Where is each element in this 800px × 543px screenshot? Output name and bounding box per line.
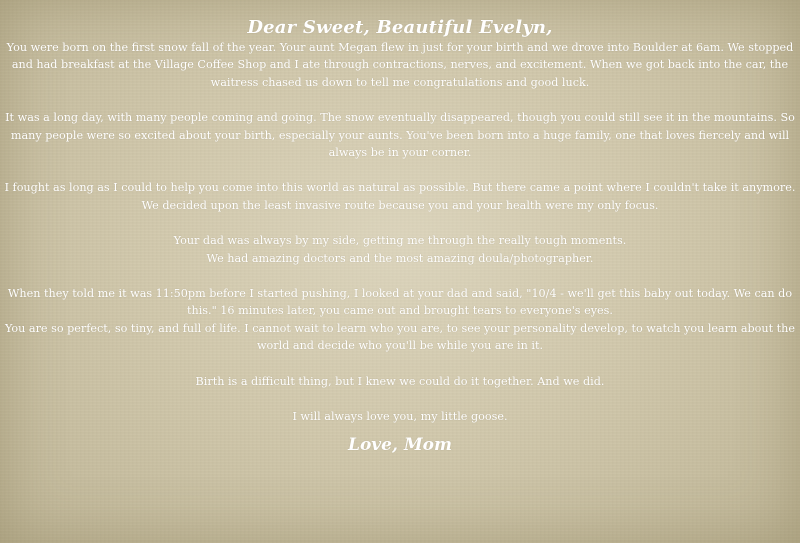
letter-paragraph-long-day: It was a long day, with many people coming and going. The snow eventually disappeared, though you could still see it in the mountains. So many people were so excited about your birth, especially your aunts. You've been born into a huge family, one that loves fiercely and will always be in your corner. <box>5 111 795 160</box>
letter-signoff: Love, Mom <box>348 434 452 455</box>
letter-paragraph-love: I will always love you, my little goose. <box>292 410 508 424</box>
letter-paragraph-birth-day: You were born on the first snow fall of the year. Your aunt Megan flew in just for your birth and we drove into Boulder at 6am. We stopped and had breakfast at the Village Coffee Shop and I ate through contractions, nerves, and excitement. When we got back into the car, the waitress chased us down to tell me congratulations and good luck. <box>6 41 794 89</box>
letter-paragraph-arrival: When they told me it was 11:50pm before I started pushing, I looked at your dad and said, "10/4 - we'll get this baby out today. We can do this." 16 minutes later, you came out and brought tears to everyone's eyes. You are so perfect, so tiny, and full of life. I cannot wait to learn who you are, to see your personality develop, to watch you learn about the world and decide who you'll be while you are in it. <box>5 287 795 353</box>
letter-greeting: Dear Sweet, Beautiful Evelyn, <box>247 17 553 38</box>
letter-paragraph-labor: I fought as long as I could to help you come into this world as natural as possible. But there came a point where I couldn't take it anymore. We decided upon the least invasive route because you and your health were my only focus. <box>4 181 796 212</box>
letter-paragraph-together: Birth is a difficult thing, but I knew we could do it together. And we did. <box>195 374 605 388</box>
letter-paragraph-support: Your dad was always by my side, getting me through the really tough moments. We had amazing doctors and the most amazing doula/photographer. <box>173 234 627 265</box>
